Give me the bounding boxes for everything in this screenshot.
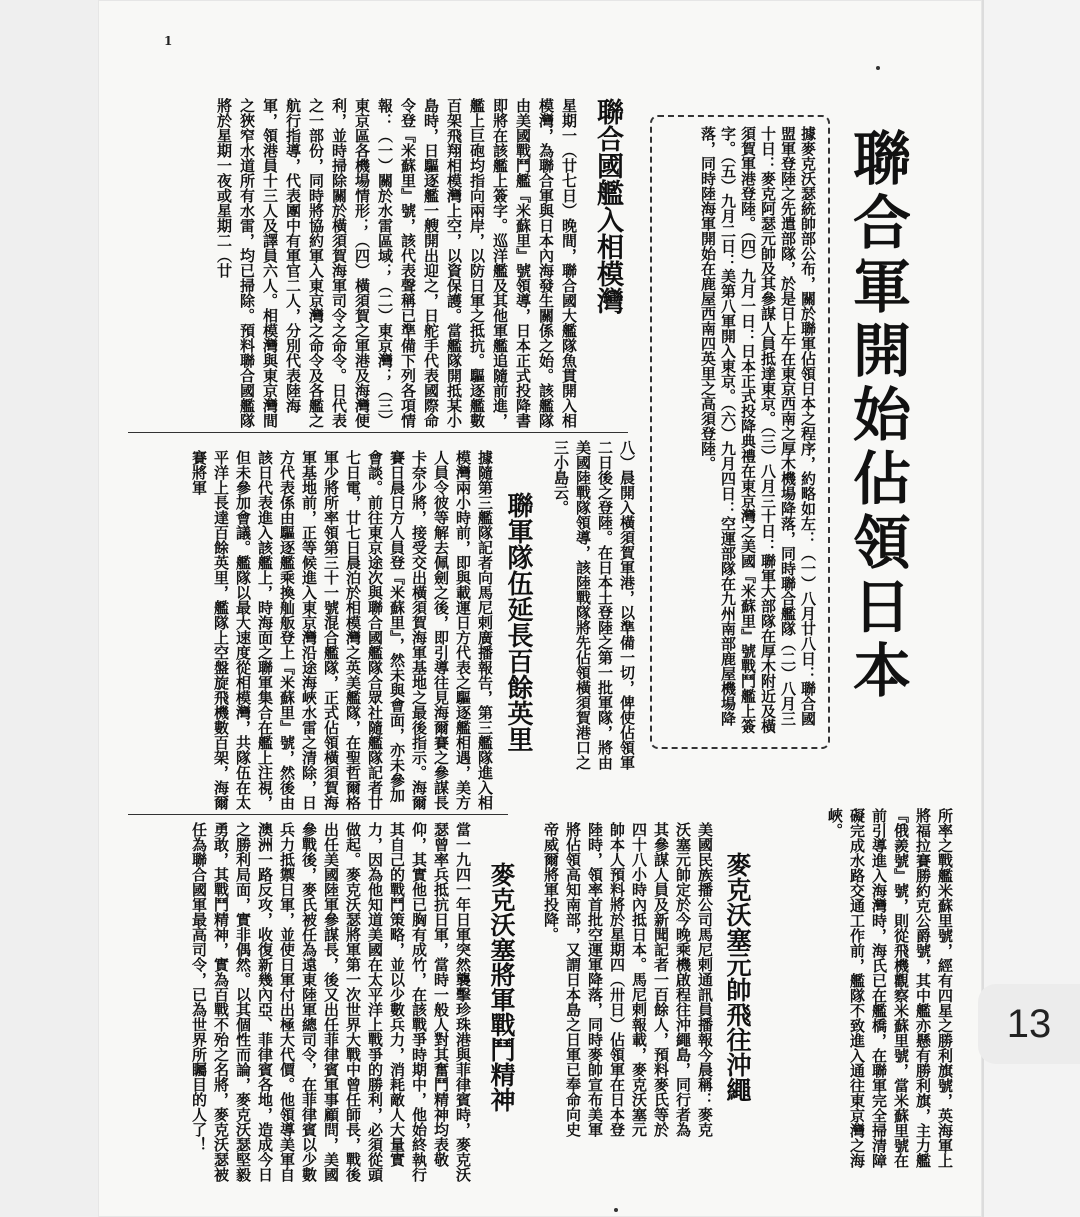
scanned-page (98, 0, 982, 1217)
section-body-spirit: 當一九四一年日軍突然襲擊珍珠港與菲律賓時，麥克沃瑟曾率兵抵抗日軍，當時一般人對其奮鬥精神均表敬仰，其實他已胸有成竹，在該戰爭時期中，他始終執行其自己的戰鬥策略，並以少數兵力，消耗敵人大量實力，因為他知道美國在太平洋上戰爭的勝利，必須從頭做起。麥克沃瑟將軍第一次世界大戰中曾任師長，戰後出任美國陸軍參謀長，後又出任菲律賓軍事顧問，美國參戰後，麥氏被任為遠東陸軍總司令，在菲律賓以少數兵力抵禦日軍，並使日軍付出極大代價。他領導美軍自澳洲一路反攻，收復新幾內亞、菲律賓各地，造成今日之勝利局面，實非偶然。以其個性而論，麥克沃瑟堅毅勇敢，其戰鬥精神，實為百戰不殆之名將，麥克沃瑟被任為聯合國軍最高司令，已為世界所矚目的人了！ (190, 822, 472, 1182)
section-body-okinawa: 美國民族播公司馬尼剌通訊員播報今晨稱：麥克沃塞元帥定於今晚乘機啟程往沖繩島，同行者為其參謀人員及新聞記者一百餘人，預料麥氏等於四十八小時內抵日本。馬尼剌報載，麥克沃塞元帥本人預料將於星期四（卅日）佔領軍在日本登陸時，領率首批空運軍降落，同時麥帥宣布美軍將佔領高知南部，又謂日本島之日軍已奉命向史帝威爾將軍投降。 (542, 822, 714, 1137)
page-number-badge[interactable]: 13 (978, 984, 1080, 1064)
section-heading-spirit: 麥克沃塞將軍戰鬥精神 (487, 862, 516, 1112)
section-body-fleet: 星期一（廿七日）晚間，聯合國大艦隊魚貫開入相模灣，為聯合軍與日本內海發生關係之始。該艦隊由美國戰鬥艦『米蘇里』號領導，日本正式投降書即將在該艦上簽字。巡洋艦及其他軍艦追隨前進，艦上巨砲均指向兩岸，以防日軍之抵抗。驅逐艦數百架飛翔相模灣上空，以資保護。當艦隊開抵某小島時，日驅逐艦一艘開出迎之，日舵手代表國際命令登『米蘇里』號，該代表聲稱已準備下列各項情報：（一）關於水雷區域；（二）東京灣；（三）東京區各機場情形；（四）橫須賀之軍港及海灣便利，並時掃除關於橫須賀海軍司令之命令。日代表之一部份，同時將協約軍入東京灣之命令及各艦之航行指導，代表團中有軍官二人，分別代表陸海軍，領港員十三人及譯員六人。相模灣與東京灣間之狹窄水道所有水雷，均已掃除。預料聯合國艦隊將於星期一夜或星期二（廿 (215, 98, 578, 428)
section-body-intro: 所率之戰艦米蘇里號，經有四星之勝利旗號，英海軍上將福拉賽勝約克公爵號，其中艦亦懸有勝利旗，主力艦『俄羨號』號，則從飛機觀察米蘇里號，當米蘇里號在前引導進入海灣時，海氏已在艦橋，在聯軍完全掃清障礙完成水路交通工作前，艦隊不致進入通往東京灣之海峽。 (826, 808, 954, 1168)
section-body-column: 據隨第三艦隊記者向馬尼剌廣播報告，第三艦隊進入相模灣兩小時前，即與載運日方代表之驅逐艦相遇，美方人員令彼等解去佩劍之後，即引導往見海爾賽之參謀長卡奈少將，接受交出橫須賀海軍基地之最後指示。海爾賽日晨日方人員登『米蘇里』，然未與會面，亦未參加會談。前往東京途次與聯合國艦隊合眾社隨艦隊記者廿七日電，廿七日晨泊於相模灣之英美艦隊，在聖哲爾格軍少將所率領第三十一號混合艦隊，正式佔領橫須賀海軍基地前，正等候進入東京灣沿途海峽水雷之清除，日方代表係由驅逐艦乘換舢舨登上『米蘇里』號，然後由該日代表進入該艦上，時海面之聯軍集合在艦上注視，但未參加會議。艦隊以最大速度從相模灣，共隊伍在太平洋上長達百餘英里，艦隊上空盤旋飛機數百架，海爾賽將軍 (190, 450, 494, 810)
section-heading-okinawa: 麥克沃塞元帥飛往沖繩 (723, 852, 752, 1102)
page-corner-mark: 1​ (164, 34, 173, 48)
section-body-fleet-continued: 八）晨開入橫須賀軍港，以準備一切，俾使佔領軍二日後之登陸。在日本土登陸之第一批軍隊，將由美國陸戰隊領導，該陸戰隊將先佔領橫須賀港口之三小島云。 (552, 440, 636, 770)
ink-speck (614, 1208, 618, 1212)
column-divider (128, 432, 628, 433)
main-headline: 聯合軍開始佔領日本 (843, 128, 911, 704)
column-divider (128, 814, 508, 815)
section-heading-column: 聯軍隊伍延長百餘英里 (503, 492, 533, 752)
section-heading-fleet: 聯合國艦入相模灣 (592, 98, 623, 314)
schedule-box-text: 據麥克沃瑟統帥部公布，關於聯軍佔領日本之程序，約略如左：（一）八月廿八日：聯合國盟軍登陸之先遣部隊，於是日上午在東京西南之厚木機場降落，同時聯合艦隊（二）八月三十日：麥克阿瑟元帥及其參謀人員抵達東京。（三）八月三十日：聯軍大部隊在厚木附近及橫須賀軍港登陸。（四）九月一日：日本正式投降典禮在東京灣之美國『米蘇里』號戰鬥艦上簽字。（五）九月二日：美第八軍開入東京。（六）九月四日：空運部隊在九州南部鹿屋機場降落，同時陸海軍開始在鹿屋西南四英里之高須登陸。 (699, 126, 817, 734)
ink-speck (876, 66, 880, 70)
